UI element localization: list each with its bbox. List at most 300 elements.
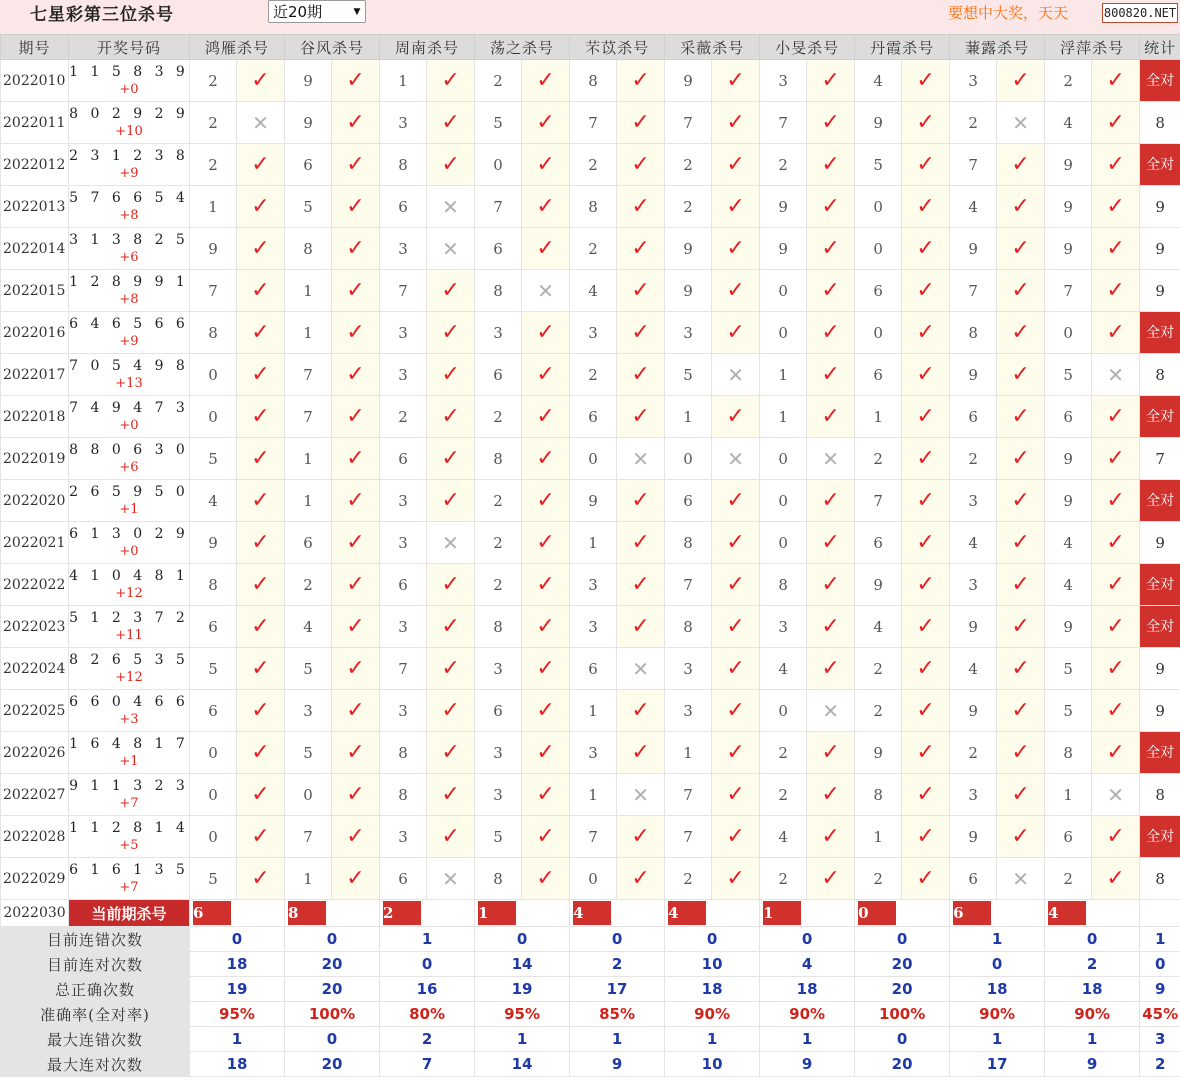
- kill-result: [427, 774, 475, 816]
- summary-value: 18: [950, 977, 1045, 1002]
- kill-number: 3: [475, 648, 522, 690]
- kill-result: [427, 816, 475, 858]
- check-icon: ✓: [346, 320, 365, 345]
- kill-number: 3: [570, 564, 617, 606]
- kill-result: [332, 312, 380, 354]
- kill-result: [522, 606, 570, 648]
- summary-value: 0: [1045, 927, 1140, 952]
- draw-numbers: [69, 816, 190, 858]
- draw-digits: 3 1 3 8 2 5: [69, 231, 189, 248]
- summary-value: 2: [570, 952, 665, 977]
- summary-value: 4: [760, 952, 855, 977]
- kill-result: [902, 60, 950, 102]
- check-icon: ✓: [1106, 656, 1125, 681]
- current-kill-number: 1: [478, 901, 516, 925]
- kill-number: 4: [760, 816, 807, 858]
- kill-result: [427, 522, 475, 564]
- draw-digits: 1 1 2 8 1 4: [69, 819, 189, 836]
- kill-number: 3: [665, 312, 712, 354]
- kill-number: 7: [285, 396, 332, 438]
- kill-number: 5: [1045, 648, 1092, 690]
- check-icon: ✓: [1011, 320, 1030, 345]
- kill-number: 5: [190, 438, 237, 480]
- kill-result: [902, 564, 950, 606]
- kill-result: [617, 186, 665, 228]
- draw-span: +13: [115, 375, 143, 391]
- check-icon: ✓: [346, 278, 365, 303]
- summary-total: 9: [1140, 977, 1180, 1002]
- kill-result: [617, 522, 665, 564]
- kill-number: 0: [190, 774, 237, 816]
- col-expert: 浮萍杀号: [1045, 35, 1140, 60]
- summary-value: 9: [570, 1052, 665, 1077]
- cross-icon: ✕: [442, 194, 459, 219]
- kill-number: 2: [190, 102, 237, 144]
- draw-numbers: [69, 186, 190, 228]
- kill-number: 8: [475, 270, 522, 312]
- kill-result: [522, 102, 570, 144]
- draw-numbers: [69, 648, 190, 690]
- check-icon: ✓: [1106, 404, 1125, 429]
- kill-number: 3: [475, 732, 522, 774]
- header-row: [1, 35, 1180, 60]
- check-icon: ✓: [251, 824, 270, 849]
- kill-result: [712, 522, 760, 564]
- kill-result: [237, 606, 285, 648]
- kill-result: [1092, 144, 1140, 186]
- kill-result: [237, 816, 285, 858]
- check-icon: ✓: [1011, 404, 1030, 429]
- kill-number: 0: [1045, 312, 1092, 354]
- kill-number: 6: [950, 396, 997, 438]
- issue-number: 2022016: [1, 312, 69, 354]
- check-icon: ✓: [536, 404, 555, 429]
- kill-result: [237, 270, 285, 312]
- kill-number: 2: [950, 438, 997, 480]
- kill-number: 0: [190, 396, 237, 438]
- check-icon: ✓: [726, 152, 745, 177]
- kill-number: 3: [380, 228, 427, 270]
- kill-number: 8: [380, 732, 427, 774]
- kill-number: 4: [950, 648, 997, 690]
- kill-result: [427, 60, 475, 102]
- draw-span: +8: [119, 291, 139, 307]
- kill-number: 8: [475, 606, 522, 648]
- period-select[interactable]: [268, 0, 366, 23]
- current-kill-number: 6: [193, 901, 231, 925]
- check-icon: ✓: [916, 110, 935, 135]
- summary-value: 16: [380, 977, 475, 1002]
- current-kill-cell: [380, 900, 475, 927]
- kill-result: [712, 270, 760, 312]
- check-icon: ✓: [346, 404, 365, 429]
- summary-value: 1: [950, 1027, 1045, 1052]
- check-icon: ✓: [631, 824, 650, 849]
- check-icon: ✓: [916, 194, 935, 219]
- kill-result: [332, 438, 380, 480]
- check-icon: ✓: [441, 152, 460, 177]
- check-icon: ✓: [536, 824, 555, 849]
- issue-number: 2022011: [1, 102, 69, 144]
- kill-result: [1092, 228, 1140, 270]
- kill-result: [237, 312, 285, 354]
- kill-number: 3: [665, 690, 712, 732]
- check-icon: ✓: [1106, 278, 1125, 303]
- summary-label: 目前连错次数: [1, 927, 190, 952]
- kill-number: 9: [570, 480, 617, 522]
- check-icon: ✓: [726, 740, 745, 765]
- kill-number: 3: [760, 60, 807, 102]
- kill-number: 9: [855, 564, 902, 606]
- issue-number: 2022018: [1, 396, 69, 438]
- check-icon: ✓: [1011, 152, 1030, 177]
- check-icon: ✓: [251, 488, 270, 513]
- check-icon: ✓: [251, 866, 270, 891]
- kill-result: [332, 690, 380, 732]
- draw-numbers: [69, 312, 190, 354]
- all-correct-badge: 全对: [1140, 606, 1180, 648]
- cross-icon: ✕: [442, 530, 459, 555]
- kill-result: [902, 354, 950, 396]
- kill-result: [902, 228, 950, 270]
- site-badge[interactable]: 800820.NET: [1102, 3, 1178, 23]
- check-icon: ✓: [916, 320, 935, 345]
- check-icon: ✓: [1106, 572, 1125, 597]
- issue-number: 2022028: [1, 816, 69, 858]
- draw-digits: 5 1 2 3 7 2: [69, 609, 189, 626]
- kill-number: 2: [570, 144, 617, 186]
- check-icon: ✓: [1106, 194, 1125, 219]
- cross-icon: ✕: [1012, 866, 1030, 891]
- kill-number: 3: [950, 774, 997, 816]
- check-icon: ✓: [1011, 614, 1030, 639]
- kill-result: [1092, 102, 1140, 144]
- draw-digits: 7 0 5 4 9 8: [69, 357, 189, 374]
- kill-number: 0: [760, 312, 807, 354]
- all-correct-badge: 全对: [1140, 396, 1180, 438]
- kill-result: [712, 438, 760, 480]
- kill-number: 6: [475, 354, 522, 396]
- kill-result: [332, 816, 380, 858]
- correct-count: 9: [1140, 186, 1180, 228]
- kill-result: [617, 354, 665, 396]
- kill-number: 8: [190, 564, 237, 606]
- kill-number: 2: [475, 396, 522, 438]
- kill-number: 8: [190, 312, 237, 354]
- kill-number: 4: [1045, 564, 1092, 606]
- current-kill-cell: [285, 900, 380, 927]
- draw-digits: 8 0 2 9 2 9: [69, 105, 189, 122]
- kill-result: [997, 480, 1045, 522]
- summary-value: 18: [665, 977, 760, 1002]
- summary-value: 1: [950, 927, 1045, 952]
- check-icon: ✓: [916, 824, 935, 849]
- summary-value: 0: [285, 927, 380, 952]
- table-row: [1, 480, 1180, 522]
- check-icon: ✓: [631, 614, 650, 639]
- kill-number: 2: [950, 102, 997, 144]
- kill-number: 4: [1045, 522, 1092, 564]
- kill-number: 1: [190, 186, 237, 228]
- kill-number: 1: [760, 396, 807, 438]
- all-correct-badge: 全对: [1140, 312, 1180, 354]
- check-icon: ✓: [1011, 278, 1030, 303]
- check-icon: ✓: [251, 656, 270, 681]
- check-icon: ✓: [821, 110, 840, 135]
- draw-numbers: [69, 522, 190, 564]
- kill-number: 0: [570, 438, 617, 480]
- kill-result: [807, 60, 855, 102]
- check-icon: ✓: [251, 152, 270, 177]
- kill-number: 3: [380, 816, 427, 858]
- kill-result: [427, 648, 475, 690]
- kill-result: [427, 690, 475, 732]
- kill-number: 4: [190, 480, 237, 522]
- kill-number: 3: [380, 354, 427, 396]
- kill-number: 7: [665, 816, 712, 858]
- kill-number: 6: [380, 564, 427, 606]
- kill-result: [617, 816, 665, 858]
- kill-number: 3: [570, 606, 617, 648]
- check-icon: ✓: [821, 404, 840, 429]
- kill-result: [522, 858, 570, 900]
- check-icon: ✓: [916, 698, 935, 723]
- draw-digits: 8 2 6 5 3 5: [69, 651, 189, 668]
- check-icon: ✓: [1011, 68, 1030, 93]
- current-kill-cell: [1045, 900, 1140, 927]
- draw-span: +0: [119, 543, 139, 559]
- check-icon: ✓: [251, 572, 270, 597]
- summary-value: 0: [855, 927, 950, 952]
- kill-number: 2: [570, 228, 617, 270]
- table-row: [1, 102, 1180, 144]
- draw-span: +8: [119, 207, 139, 223]
- summary-value: 17: [950, 1052, 1045, 1077]
- check-icon: ✓: [821, 68, 840, 93]
- kill-result: [332, 186, 380, 228]
- kill-result: [617, 648, 665, 690]
- check-icon: ✓: [916, 866, 935, 891]
- kill-number: 3: [475, 312, 522, 354]
- kill-number: 3: [380, 690, 427, 732]
- table-row: [1, 312, 1180, 354]
- draw-numbers: [69, 606, 190, 648]
- kill-result: [427, 102, 475, 144]
- kill-number: 1: [285, 312, 332, 354]
- draw-digits: 6 1 3 0 2 9: [69, 525, 189, 542]
- kill-result: [332, 102, 380, 144]
- check-icon: ✓: [821, 488, 840, 513]
- kill-result: [1092, 354, 1140, 396]
- check-icon: ✓: [631, 194, 650, 219]
- kill-number: 7: [665, 102, 712, 144]
- kill-result: [237, 60, 285, 102]
- correct-count: 9: [1140, 270, 1180, 312]
- draw-numbers: [69, 270, 190, 312]
- check-icon: ✓: [916, 278, 935, 303]
- current-kill-cell: [665, 900, 760, 927]
- kill-result: [522, 522, 570, 564]
- kill-result: [997, 606, 1045, 648]
- kill-result: [902, 438, 950, 480]
- summary-label: 最大连错次数: [1, 1027, 190, 1052]
- kill-result: [522, 774, 570, 816]
- kill-result: [902, 102, 950, 144]
- check-icon: ✓: [1011, 740, 1030, 765]
- summary-value: 18: [760, 977, 855, 1002]
- kill-number: 8: [570, 60, 617, 102]
- check-icon: ✓: [251, 320, 270, 345]
- kill-number: 9: [1045, 228, 1092, 270]
- kill-number: 6: [285, 522, 332, 564]
- kill-result: [902, 144, 950, 186]
- check-icon: ✓: [251, 236, 270, 261]
- kill-result: [427, 438, 475, 480]
- kill-number: 3: [570, 312, 617, 354]
- kill-result: [522, 690, 570, 732]
- kill-result: [997, 186, 1045, 228]
- check-icon: ✓: [821, 740, 840, 765]
- kill-number: 3: [665, 648, 712, 690]
- summary-row: [1, 977, 1180, 1002]
- kill-result: [522, 564, 570, 606]
- check-icon: ✓: [916, 446, 935, 471]
- kill-number: 2: [1045, 60, 1092, 102]
- current-issue-number: 2022030: [1, 900, 69, 927]
- draw-numbers: [69, 396, 190, 438]
- check-icon: ✓: [1011, 236, 1030, 261]
- kill-result: [617, 396, 665, 438]
- check-icon: ✓: [346, 194, 365, 219]
- kill-result: [712, 648, 760, 690]
- summary-value: 20: [855, 952, 950, 977]
- kill-result: [997, 522, 1045, 564]
- check-icon: ✓: [1011, 530, 1030, 555]
- correct-count: 8: [1140, 774, 1180, 816]
- draw-digits: 6 4 6 5 6 6: [69, 315, 189, 332]
- check-icon: ✓: [916, 68, 935, 93]
- check-icon: ✓: [536, 614, 555, 639]
- check-icon: ✓: [631, 488, 650, 513]
- kill-number: 4: [855, 606, 902, 648]
- kill-number: 0: [190, 816, 237, 858]
- check-icon: ✓: [916, 782, 935, 807]
- kill-number: 8: [475, 438, 522, 480]
- kill-number: 2: [475, 522, 522, 564]
- check-icon: ✓: [726, 488, 745, 513]
- kill-result: [712, 354, 760, 396]
- kill-result: [1092, 774, 1140, 816]
- summary-value: 1: [380, 927, 475, 952]
- check-icon: ✓: [726, 320, 745, 345]
- kill-number: 8: [855, 774, 902, 816]
- kill-number: 9: [1045, 186, 1092, 228]
- kill-number: 5: [1045, 354, 1092, 396]
- check-icon: ✓: [346, 656, 365, 681]
- kill-result: [522, 186, 570, 228]
- check-icon: ✓: [916, 530, 935, 555]
- check-icon: ✓: [346, 68, 365, 93]
- kill-number: 0: [285, 774, 332, 816]
- all-correct-badge: 全对: [1140, 480, 1180, 522]
- summary-value: 2: [380, 1027, 475, 1052]
- check-icon: ✓: [441, 446, 460, 471]
- check-icon: ✓: [346, 824, 365, 849]
- kill-result: [427, 858, 475, 900]
- kill-number: 7: [1045, 270, 1092, 312]
- check-icon: ✓: [536, 446, 555, 471]
- kill-result: [712, 858, 760, 900]
- kill-number: 9: [1045, 144, 1092, 186]
- summary-value: 20: [285, 952, 380, 977]
- check-icon: ✓: [1106, 446, 1125, 471]
- kill-result: [997, 858, 1045, 900]
- kill-number: 9: [665, 228, 712, 270]
- check-icon: ✓: [251, 614, 270, 639]
- kill-number: 2: [950, 732, 997, 774]
- issue-number: 2022015: [1, 270, 69, 312]
- check-icon: ✓: [916, 404, 935, 429]
- draw-numbers: [69, 228, 190, 270]
- col-expert: 鸿雁杀号: [190, 35, 285, 60]
- issue-number: 2022024: [1, 648, 69, 690]
- check-icon: ✓: [1106, 824, 1125, 849]
- summary-value: 18: [1045, 977, 1140, 1002]
- cross-icon: ✕: [822, 446, 839, 471]
- current-kill-cell: [190, 900, 285, 927]
- kill-result: [712, 816, 760, 858]
- check-icon: ✓: [346, 698, 365, 723]
- kill-number: 7: [190, 270, 237, 312]
- check-icon: ✓: [251, 404, 270, 429]
- kill-result: [712, 564, 760, 606]
- issue-number: 2022025: [1, 690, 69, 732]
- kill-result: [237, 228, 285, 270]
- kill-number: 2: [475, 564, 522, 606]
- kill-result: [807, 186, 855, 228]
- summary-value: 0: [950, 952, 1045, 977]
- all-correct-badge: 全对: [1140, 564, 1180, 606]
- kill-number: 7: [570, 102, 617, 144]
- kill-number: 3: [285, 690, 332, 732]
- check-icon: ✓: [916, 488, 935, 513]
- kill-result: [997, 564, 1045, 606]
- kill-result: [522, 816, 570, 858]
- kill-number: 8: [285, 228, 332, 270]
- check-icon: ✓: [726, 866, 745, 891]
- kill-number: 9: [1045, 606, 1092, 648]
- summary-value: 0: [380, 952, 475, 977]
- table-row: [1, 60, 1180, 102]
- check-icon: ✓: [631, 740, 650, 765]
- kill-number: 1: [760, 354, 807, 396]
- check-icon: ✓: [916, 362, 935, 387]
- check-icon: ✓: [726, 236, 745, 261]
- check-icon: ✓: [251, 782, 270, 807]
- draw-numbers: [69, 144, 190, 186]
- check-icon: ✓: [536, 152, 555, 177]
- kill-result: [617, 480, 665, 522]
- kill-number: 1: [285, 858, 332, 900]
- kill-result: [522, 396, 570, 438]
- kill-number: 0: [760, 522, 807, 564]
- issue-number: 2022014: [1, 228, 69, 270]
- kill-result: [902, 270, 950, 312]
- check-icon: ✓: [1011, 194, 1030, 219]
- summary-value: 2: [1045, 952, 1140, 977]
- kill-number: 7: [665, 564, 712, 606]
- kill-result: [1092, 396, 1140, 438]
